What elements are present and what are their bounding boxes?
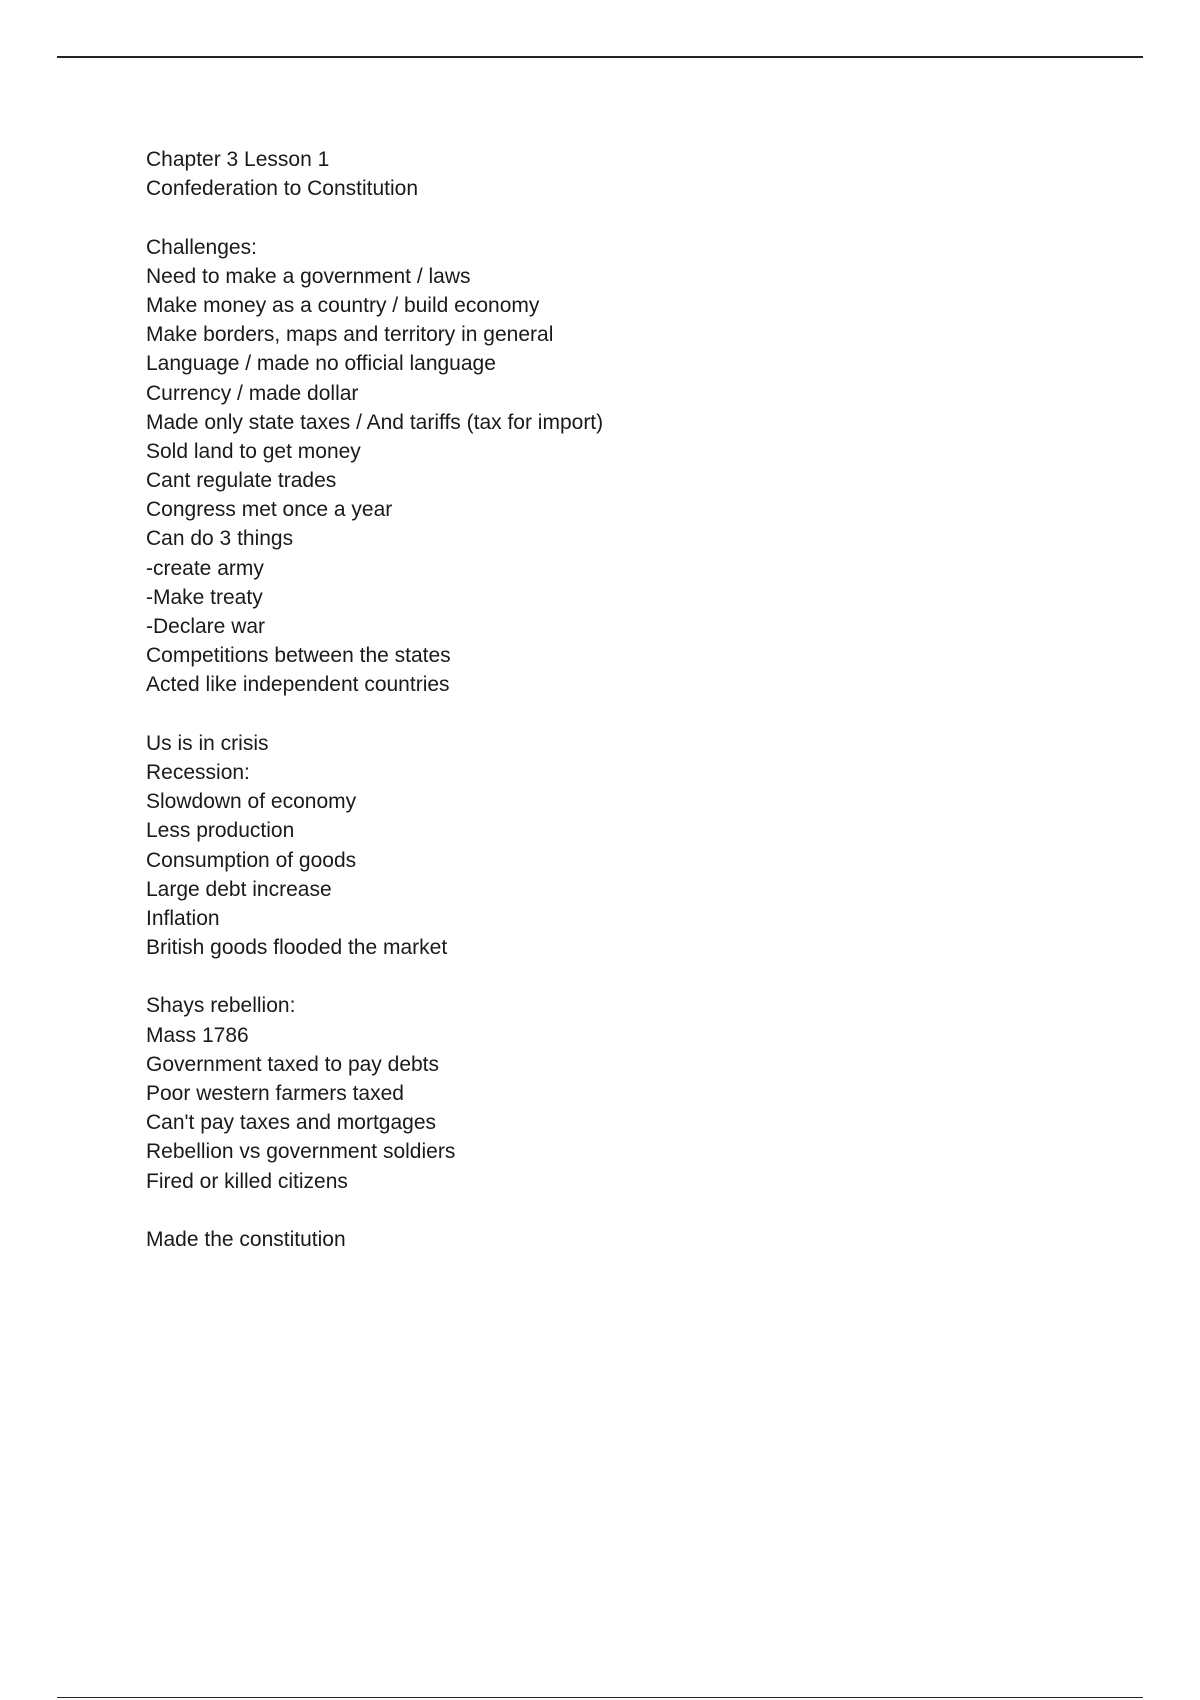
text-line: Less production: [146, 819, 295, 843]
text-line: Congress met once a year: [146, 498, 393, 522]
text-line: Slowdown of economy: [146, 790, 357, 814]
text-line: Recession:: [146, 760, 250, 784]
text-line: Sold land to get money: [146, 439, 361, 463]
blank-line: [146, 962, 1106, 991]
text-line: Rebellion vs government soldiers: [146, 1140, 456, 1164]
text-line: Government taxed to pay debts: [146, 1052, 440, 1076]
text-line: Make money as a country / build economy: [146, 293, 540, 317]
text-line: Poor western farmers taxed: [146, 1082, 404, 1105]
text-line: Acted like independent countries: [146, 673, 450, 697]
text-line: -Declare war: [146, 615, 266, 638]
text-line: Large debt increase: [146, 877, 332, 901]
text-line: Cant regulate trades: [146, 469, 337, 493]
text-line: Made the constitution: [146, 1227, 346, 1251]
text-line: Confederation to Constitution: [146, 177, 419, 201]
text-line: Made only state taxes / And tariffs (tax for import): [146, 410, 604, 434]
text-line: Mass 1786: [146, 1023, 249, 1047]
text-line: Us is in crisis: [146, 731, 269, 755]
footer-rule: [57, 1697, 1143, 1698]
text-line: Competitions between the states: [146, 644, 451, 668]
text-line: -create army: [146, 556, 264, 580]
text-line: Make borders, maps and territory in general: [146, 323, 554, 347]
text-line: Can't pay taxes and mortgages: [146, 1111, 437, 1135]
text-line: Language / made no official language: [146, 352, 496, 376]
text-line: -Make treaty: [146, 585, 263, 609]
text-line: Currency / made dollar: [146, 381, 359, 405]
blank-line: [146, 1196, 1106, 1225]
text-line: Need to make a government / laws: [146, 264, 471, 288]
blank-line: [146, 700, 1106, 729]
blank-line: [146, 203, 1106, 232]
text-line: Challenges:: [146, 235, 257, 259]
text-line: Chapter 3 Lesson 1: [146, 148, 330, 171]
text-line: Can do 3 things: [146, 527, 294, 551]
text-line: Inflation: [146, 906, 220, 930]
document-body: [146, 145, 1106, 1254]
text-line: Shays rebellion:: [146, 994, 296, 1018]
header-rule: [57, 56, 1143, 58]
text-line: British goods flooded the market: [146, 936, 448, 960]
text-line: Fired or killed citizens: [146, 1169, 348, 1193]
text-line: Consumption of goods: [146, 848, 357, 872]
